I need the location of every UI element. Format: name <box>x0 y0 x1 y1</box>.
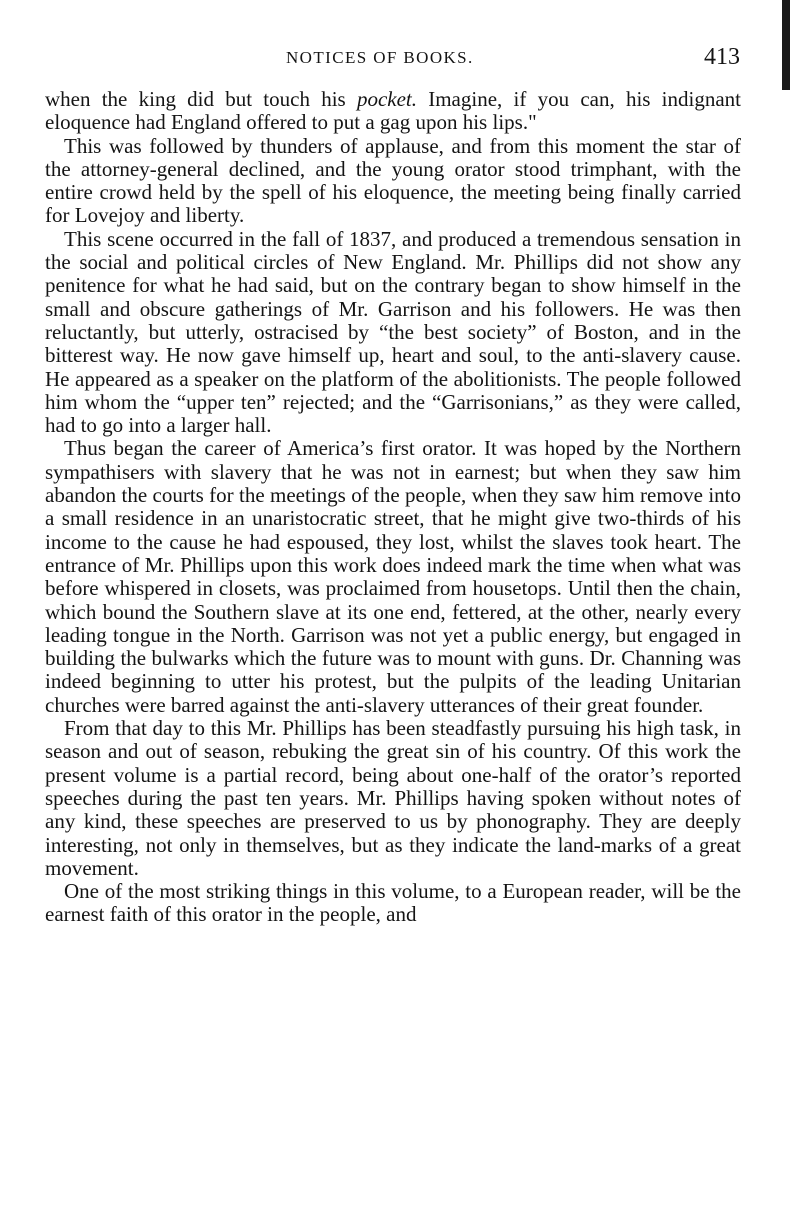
paragraph-4: Thus began the career of America’s first orator. It was hoped by the Northern sympathisers with slavery that he was not in earnest; but when they saw him abandon the courts for the meetings of the people, when they saw him remove into a small residence in an unaristocratic street, that he might give two-thirds of his income to the cause he had espoused, they lost, whilst the slaves took heart. The entrance of Mr. Phillips upon this work does indeed mark the time when what was before whispered in closets, was proclaimed from housetops. Until then the chain, which bound the Southern slave at its one end, fettered, at the other, nearly every leading tongue in the North. Garrison was not yet a public energy, but engaged in building the bulwarks which the future was to mount with guns. Dr. Channing was indeed beginning to utter his protest, but the pulpits of the leading Unitarian churches were barred against the anti-slavery utterances of their great founder. <box>45 436 741 717</box>
running-title: NOTICES OF BOOKS. <box>286 48 474 67</box>
paragraph-2: This was followed by thunders of applause, and from this moment the star of the attorney-general declined, and the young orator stood trimphant, with the entire crowd held by the spell of his eloquence, the meeting being finally carried for Lovejoy and liberty. <box>45 133 741 228</box>
paragraph-5: From that day to this Mr. Phillips has been steadfastly pursuing his high task, in season and out of season, rebuking the great sin of his country. Of this work the present volume is a partial record, being about one-half of the orator’s reported speeches during the past ten years. Mr. Phillips having spoken without notes of any kind, these speeches are preserved to us by phonography. They are deeply interesting, not only in themselves, but as they indicate the land-marks of a great movement. <box>45 716 741 880</box>
paragraph-1-end: Imagine, if you can, his indignant eloquence had England offered to put a gag upon his lips." <box>45 87 742 135</box>
paragraph-6: One of the most striking things in this volume, to a European reader, will be the earnest faith of this orator in the people, and <box>45 879 741 927</box>
paragraph-1 <box>45 88 741 135</box>
running-header <box>40 44 740 74</box>
paragraph-3: This scene occurred in the fall of 1837, and produced a tremendous sensation in the social and political circles of New England. Mr. Phillips did not show any penitence for what he had said, but on the contrary began to show himself in the small and obscure gatherings of Mr. Garrison and his followers. He was then reluctantly, but utterly, ostracised by “the best society” of Boston, and in the bitterest way. He now gave himself up, heart and soul, to the anti-slavery cause. He appeared as a speaker on the platform of the abolitionists. The people followed him whom the “upper ten” rejected; and the “Garrisonians,” as they were called, had to go into a larger hall. <box>45 226 741 438</box>
page-number: 413 <box>704 44 740 70</box>
page-edge-bar <box>782 0 790 90</box>
paragraph-1-start: when the king did but touch his <box>45 87 357 111</box>
emphasized-word: pocket. <box>356 87 417 111</box>
body-text <box>45 88 741 927</box>
